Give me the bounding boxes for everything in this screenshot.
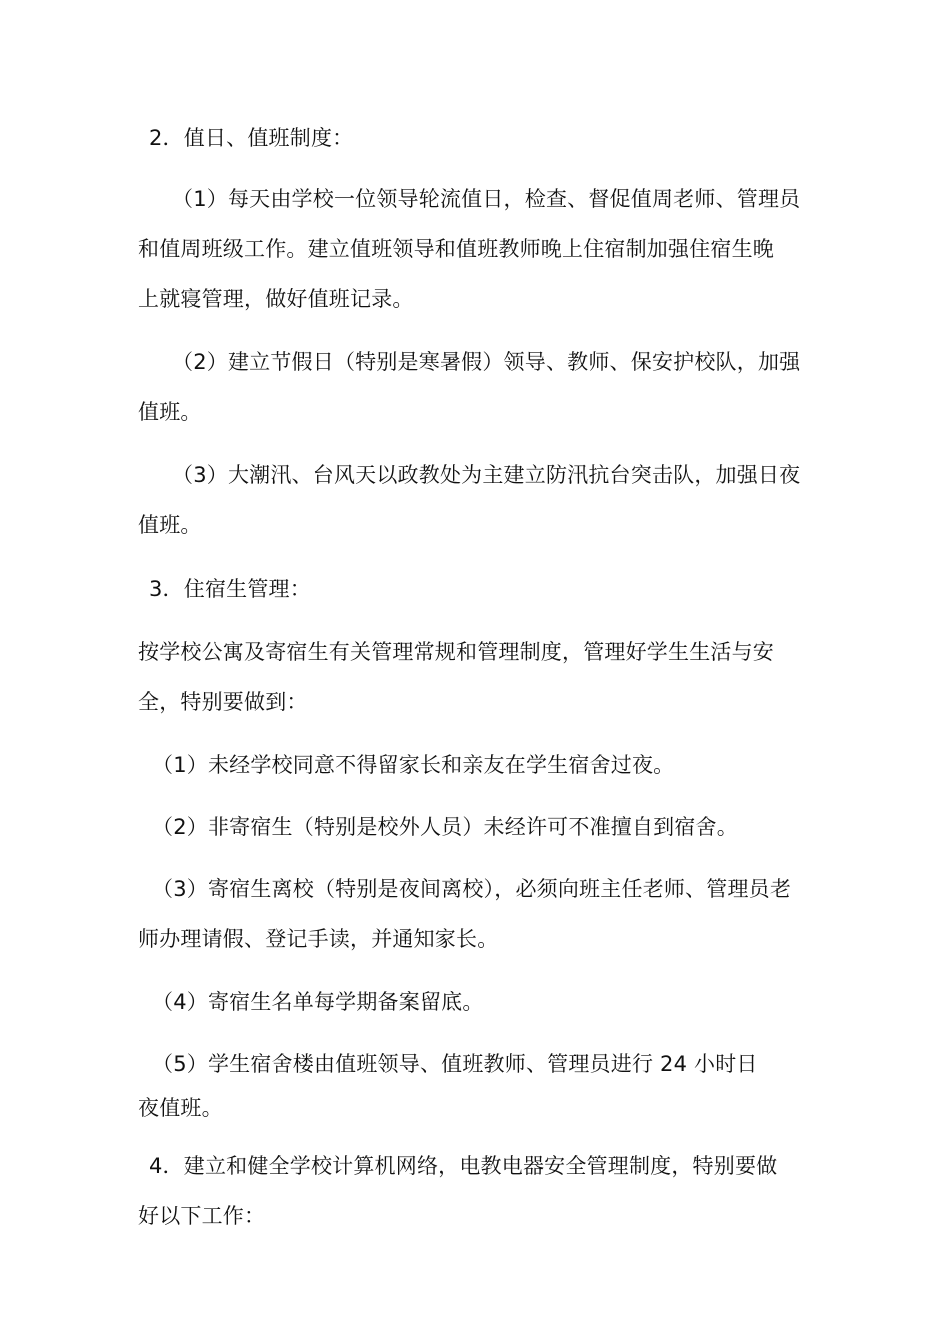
paragraph-line: 按学校公寓及寄宿生有关管理常规和管理制度，管理好学生生活与安 — [138, 640, 774, 664]
paragraph-line: 值班。 — [138, 400, 202, 424]
paragraph-line: （3）大潮汛、台风天以政教处为主建立防汛抗台突击队，加强日夜 — [172, 463, 801, 487]
paragraph-line: 上就寝管理，做好值班记录。 — [138, 287, 414, 311]
list-item: （4）寄宿生名单每学期备案留底。 — [152, 990, 484, 1014]
heading-dormitory-management: 3．住宿生管理： — [149, 577, 311, 601]
list-item: （2）非寄宿生（特别是校外人员）未经许可不准擅自到宿舍。 — [152, 815, 738, 839]
paragraph-line: 值班。 — [138, 513, 202, 537]
heading-computer-network-safety: 4．建立和健全学校计算机网络，电教电器安全管理制度，特别要做 — [149, 1154, 778, 1178]
list-item: （3）寄宿生离校（特别是夜间离校），必须向班主任老师、管理员老 — [152, 877, 792, 901]
paragraph-line: （2）建立节假日（特别是寒暑假）领导、教师、保安护校队，加强 — [172, 350, 801, 374]
heading-duty-system: 2．值日、值班制度： — [149, 126, 354, 150]
paragraph-line: 好以下工作： — [138, 1204, 266, 1228]
list-item-continuation: 夜值班。 — [138, 1096, 223, 1120]
list-item: （5）学生宿舍楼由值班领导、值班教师、管理员进行 24 小时日 — [152, 1052, 758, 1076]
paragraph-line: 和值周班级工作。建立值班领导和值班教师晚上住宿制加强住宿生晚 — [138, 237, 774, 261]
list-item: （1）未经学校同意不得留家长和亲友在学生宿舍过夜。 — [152, 753, 675, 777]
paragraph-line: （1）每天由学校一位领导轮流值日，检查、督促值周老师、管理员 — [172, 187, 801, 211]
list-item-continuation: 师办理请假、登记手读，并通知家长。 — [138, 927, 499, 951]
paragraph-line: 全，特别要做到： — [138, 690, 308, 714]
